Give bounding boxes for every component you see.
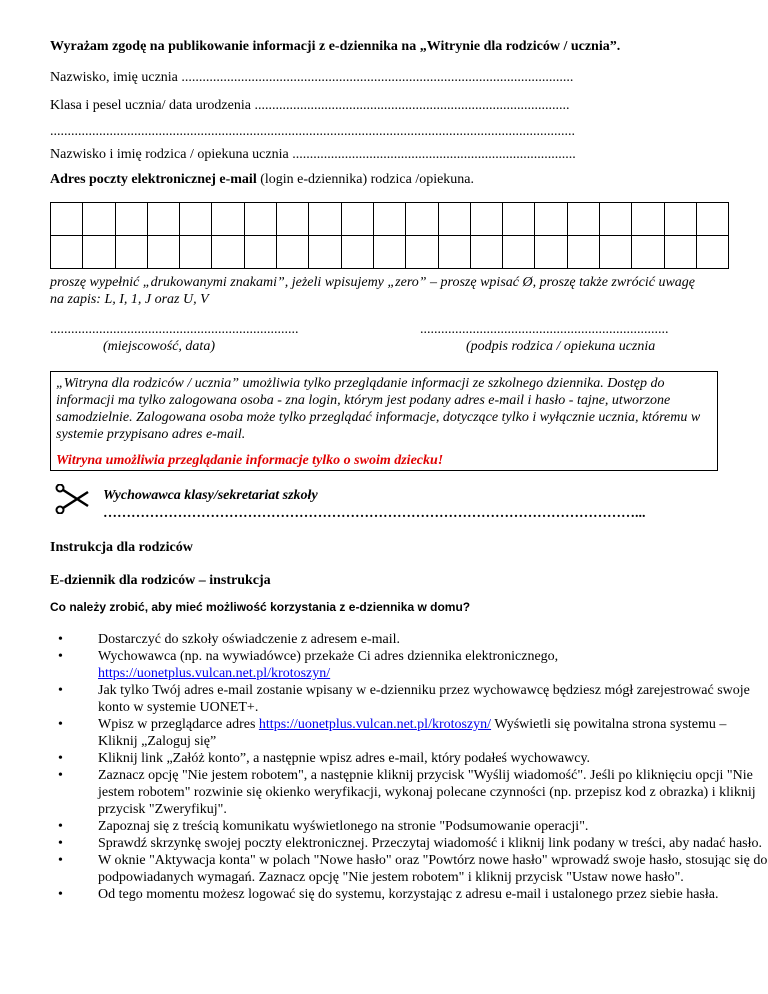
email-letter-cell[interactable] bbox=[212, 203, 244, 236]
step-text: W oknie "Aktywacja konta" w polach "Nowe hasło" oraz "Powtórz nowe hasło" wprowadź swoje hasło, stosując się do podpowiadanych wymagań. Zaznacz opcję "Nie jestem robotem" i kliknij przycisk "Ustaw nowe hasło". bbox=[98, 853, 768, 885]
step-text: Jak tylko Twój adres e-mail zostanie wpisany w e-dzienniku przez wychowawcę będziesz mógł zarejestrować swoje konto w systemie UONET+. bbox=[98, 683, 750, 715]
place-date-label: (miejscowość, data) bbox=[103, 339, 215, 354]
notice-warning: Witryna umożliwia przeglądanie informacje tylko o swoim dziecku! bbox=[56, 453, 444, 468]
cut-line: ……………………………………………………………………………………………………... bbox=[103, 506, 646, 521]
email-letter-cell[interactable] bbox=[438, 236, 470, 269]
instructions-subheading: E-dziennik dla rodziców – instrukcja bbox=[50, 573, 271, 588]
email-letter-cell[interactable] bbox=[373, 203, 405, 236]
email-letter-cell[interactable] bbox=[83, 236, 115, 269]
step-item bbox=[58, 818, 768, 835]
bullet-icon: • bbox=[58, 836, 63, 851]
email-letter-cell[interactable] bbox=[696, 236, 728, 269]
instructions-heading: Instrukcja dla rodziców bbox=[50, 540, 193, 555]
email-letter-cell[interactable] bbox=[406, 203, 438, 236]
email-letter-cell[interactable] bbox=[632, 236, 664, 269]
email-letter-cell[interactable] bbox=[664, 203, 696, 236]
email-letter-cell[interactable] bbox=[309, 236, 341, 269]
step-link[interactable]: https://uonetplus.vulcan.net.pl/krotoszyn/ bbox=[258, 717, 492, 732]
place-date-line[interactable]: ....................................................................... bbox=[50, 322, 299, 337]
step-text: Od tego momentu możesz logować się do systemu, korzystając z adresu e-mail i ustalonego przez siebie hasła. bbox=[98, 887, 719, 902]
step-item bbox=[58, 716, 768, 750]
step-text: Wpisz w przeglądarce adres bbox=[98, 717, 259, 732]
email-letter-cell[interactable] bbox=[180, 236, 212, 269]
email-letter-cell[interactable] bbox=[309, 203, 341, 236]
email-label-rest: (login e-dziennika) rodzica /opiekuna. bbox=[256, 172, 475, 187]
email-letter-cell[interactable] bbox=[180, 203, 212, 236]
bullet-icon: • bbox=[58, 751, 63, 766]
student-name-field[interactable]: Nazwisko, imię ucznia ................................................................................................................ bbox=[50, 70, 574, 85]
step-item bbox=[58, 631, 768, 648]
step-text: Sprawdź skrzynkę swojej poczty elektronicznej. Przeczytaj wiadomość i kliknij link podany w treści, aby nadać hasło. bbox=[98, 836, 763, 851]
step-text: Zapoznaj się z treścią komunikatu wyświetlonego na stronie "Podsumowanie operacji". bbox=[98, 819, 589, 834]
email-letter-cell[interactable] bbox=[406, 236, 438, 269]
email-letter-cell[interactable] bbox=[503, 203, 535, 236]
parent-name-field[interactable]: Nazwisko i imię rodzica / opiekuna ucznia ................................................................................. bbox=[50, 147, 576, 162]
bullet-icon: • bbox=[58, 683, 63, 698]
signature-line[interactable]: ....................................................................... bbox=[420, 322, 669, 337]
email-letter-cell[interactable] bbox=[83, 203, 115, 236]
class-pesel-field[interactable]: Klasa i pesel ucznia/ data urodzenia .......................................................................................... bbox=[50, 98, 570, 113]
step-text: Dostarczyć do szkoły oświadczenie z adresem e-mail. bbox=[98, 632, 401, 647]
step-item bbox=[58, 852, 768, 886]
step-text-after: Wyświetli się powitalna strona systemu – Kliknij „Zaloguj się” bbox=[98, 717, 727, 749]
email-letter-cell[interactable] bbox=[438, 203, 470, 236]
email-letter-grid[interactable] bbox=[50, 202, 729, 269]
consent-title: Wyrażam zgodę na publikowanie informacji z e-dziennika na „Witrynie dla rodziców / ucznia”. bbox=[50, 39, 621, 54]
email-letter-cell[interactable] bbox=[212, 236, 244, 269]
instructions-question: Co należy zrobić, aby mieć możliwość korzystania z e-dziennika w domu? bbox=[50, 600, 471, 614]
email-letter-cell[interactable] bbox=[277, 203, 309, 236]
step-item bbox=[58, 682, 768, 716]
blank-line-field[interactable]: ...................................................................................................................................................... bbox=[50, 124, 575, 139]
email-letter-cell[interactable] bbox=[470, 236, 502, 269]
email-letter-cell[interactable] bbox=[147, 236, 179, 269]
step-item bbox=[58, 767, 768, 818]
fill-hint: proszę wypełnić „drukowanymi znakami”, jeżeli wpisujemy „zero” – proszę wpisać Ø, proszę także zwrócić uwagę na zapis: L, I, 1, J oraz U, V bbox=[50, 275, 696, 307]
email-letter-cell[interactable] bbox=[147, 203, 179, 236]
email-letter-cell[interactable] bbox=[600, 203, 632, 236]
notice-text: „Witryna dla rodziców / ucznia” umożliwia tylko przeglądanie informacji ze szkolnego dziennika. Dostęp do informacji ma tylko zalogowana osoba - zna login, którym jest podany adres e-mail i hasło - tajne, utworzone samodzielnie. Zalogowana osoba może tylko przeglądać informacje, dotyczące tylko i wyłącznie ucznia, któremu w systemie przypisano adres e-mail. bbox=[56, 376, 701, 442]
email-letter-cell[interactable] bbox=[503, 236, 535, 269]
email-letter-cell[interactable] bbox=[115, 203, 147, 236]
email-letter-cell[interactable] bbox=[470, 203, 502, 236]
email-letter-cell[interactable] bbox=[535, 203, 567, 236]
email-label bbox=[50, 172, 474, 188]
signature-label: (podpis rodzica / opiekuna ucznia bbox=[466, 339, 656, 354]
email-letter-cell[interactable] bbox=[696, 203, 728, 236]
bullet-icon: • bbox=[58, 819, 63, 834]
step-item bbox=[58, 886, 768, 903]
email-letter-cell[interactable] bbox=[244, 203, 276, 236]
email-letter-cell[interactable] bbox=[244, 236, 276, 269]
bullet-icon: • bbox=[58, 632, 63, 647]
email-letter-cell[interactable] bbox=[664, 236, 696, 269]
email-letter-cell[interactable] bbox=[51, 236, 83, 269]
email-letter-cell[interactable] bbox=[373, 236, 405, 269]
step-item bbox=[58, 648, 768, 682]
bullet-icon: • bbox=[58, 649, 63, 664]
email-letter-cell[interactable] bbox=[600, 236, 632, 269]
email-letter-cell[interactable] bbox=[341, 236, 373, 269]
step-link[interactable]: https://uonetplus.vulcan.net.pl/krotoszyn/ bbox=[98, 666, 331, 681]
email-letter-cell[interactable] bbox=[51, 203, 83, 236]
bullet-icon: • bbox=[58, 768, 63, 783]
step-text: Wychowawca (np. na wywiadówce) przekaże Ci adres dziennika elektronicznego, bbox=[98, 649, 559, 664]
email-letter-cell[interactable] bbox=[567, 203, 599, 236]
step-text: Zaznacz opcję "Nie jestem robotem", a następnie kliknij przycisk "Wyślij wiadomość". Jeśli po kliknięciu opcji "Nie jestem robotem" rozwinie się okienko weryfikacji, wykonaj polecane czynności (np. przepisz kod z obrazka) i kliknij przycisk "Zweryfikuj". bbox=[98, 768, 756, 817]
bullet-icon: • bbox=[58, 887, 63, 902]
email-letter-cell[interactable] bbox=[115, 236, 147, 269]
steps-list bbox=[50, 631, 768, 903]
email-label-bold: Adres poczty elektronicznej e-mail bbox=[50, 172, 257, 187]
email-letter-cell[interactable] bbox=[277, 236, 309, 269]
bullet-icon: • bbox=[58, 717, 63, 732]
notice-box bbox=[50, 371, 718, 471]
email-letter-cell[interactable] bbox=[341, 203, 373, 236]
email-letter-cell[interactable] bbox=[567, 236, 599, 269]
step-item bbox=[58, 835, 768, 852]
step-text: Kliknij link „Załóż konto”, a następnie wpisz adres e-mail, który podałeś wychowawcy. bbox=[98, 751, 591, 766]
bullet-icon: • bbox=[58, 853, 63, 868]
email-letter-cell[interactable] bbox=[632, 203, 664, 236]
email-letter-cell[interactable] bbox=[535, 236, 567, 269]
scissors-icon bbox=[54, 484, 94, 514]
step-item bbox=[58, 750, 768, 767]
cut-label: Wychowawca klasy/sekretariat szkoły bbox=[103, 488, 318, 503]
